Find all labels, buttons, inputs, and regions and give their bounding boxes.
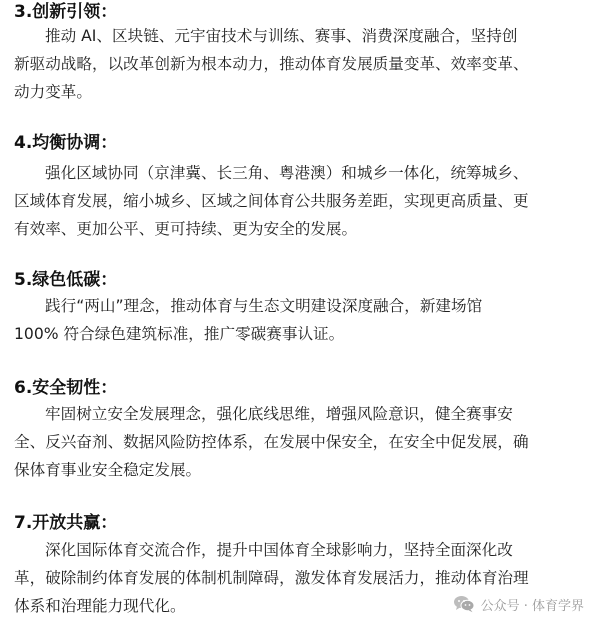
watermark-text: 公众号 · 体育学界 xyxy=(480,598,584,614)
paragraph-line: 区域体育发展，缩小城乡、区域之间体育公共服务差距，实现更高质量、更 xyxy=(14,192,529,210)
section-title: 4.均衡协调： xyxy=(14,133,118,153)
paragraph-line: 新驱动战略，以改革创新为根本动力，推动体育发展质量变革、效率变革、 xyxy=(14,55,529,73)
paragraph-line: 强化区域协同（京津冀、长三角、粤港澳）和城乡一体化，统筹城乡、 xyxy=(45,164,529,182)
section-body xyxy=(14,22,594,106)
section-body xyxy=(14,292,594,348)
paragraph-line: 牢固树立安全发展理念，强化底线思维，增强风险意识，健全赛事安 xyxy=(45,405,513,423)
section-body xyxy=(14,159,594,243)
paragraph-line: 保体育事业安全稳定发展。 xyxy=(14,461,202,479)
section-title: 5.绿色低碳： xyxy=(14,270,118,290)
section-title: 7.开放共赢： xyxy=(14,513,118,533)
paragraph-line: 体系和治理能力现代化。 xyxy=(14,597,186,615)
paragraph-line: 有效率、更加公平、更可持续、更为安全的发展。 xyxy=(14,220,358,238)
watermark xyxy=(453,592,584,616)
paragraph-line: 革，破除制约体育发展的体制机制障碍，激发体育发展活力，推动体育治理 xyxy=(14,569,529,587)
paragraph-line: 动力变革。 xyxy=(14,83,92,101)
paragraph-line: 推动 AI、区块链、元宇宙技术与训练、赛事、消费深度融合，坚持创 xyxy=(45,27,518,45)
section-body xyxy=(14,400,594,484)
section-title: 6.安全韧性： xyxy=(14,378,118,398)
paragraph-line: 100% 符合绿色建筑标准，推广零碳赛事认证。 xyxy=(14,325,345,343)
section-title: 3.创新引领： xyxy=(14,2,118,22)
wechat-icon xyxy=(453,595,475,613)
paragraph-line: 深化国际体育交流合作，提升中国体育全球影响力，坚持全面深化改 xyxy=(45,541,513,559)
paragraph-line: 践行“两山”理念，推动体育与生态文明建设深度融合，新建场馆 xyxy=(45,297,483,315)
paragraph-line: 全、反兴奋剂、数据风险防控体系，在发展中保安全，在安全中促发展，确 xyxy=(14,433,529,451)
